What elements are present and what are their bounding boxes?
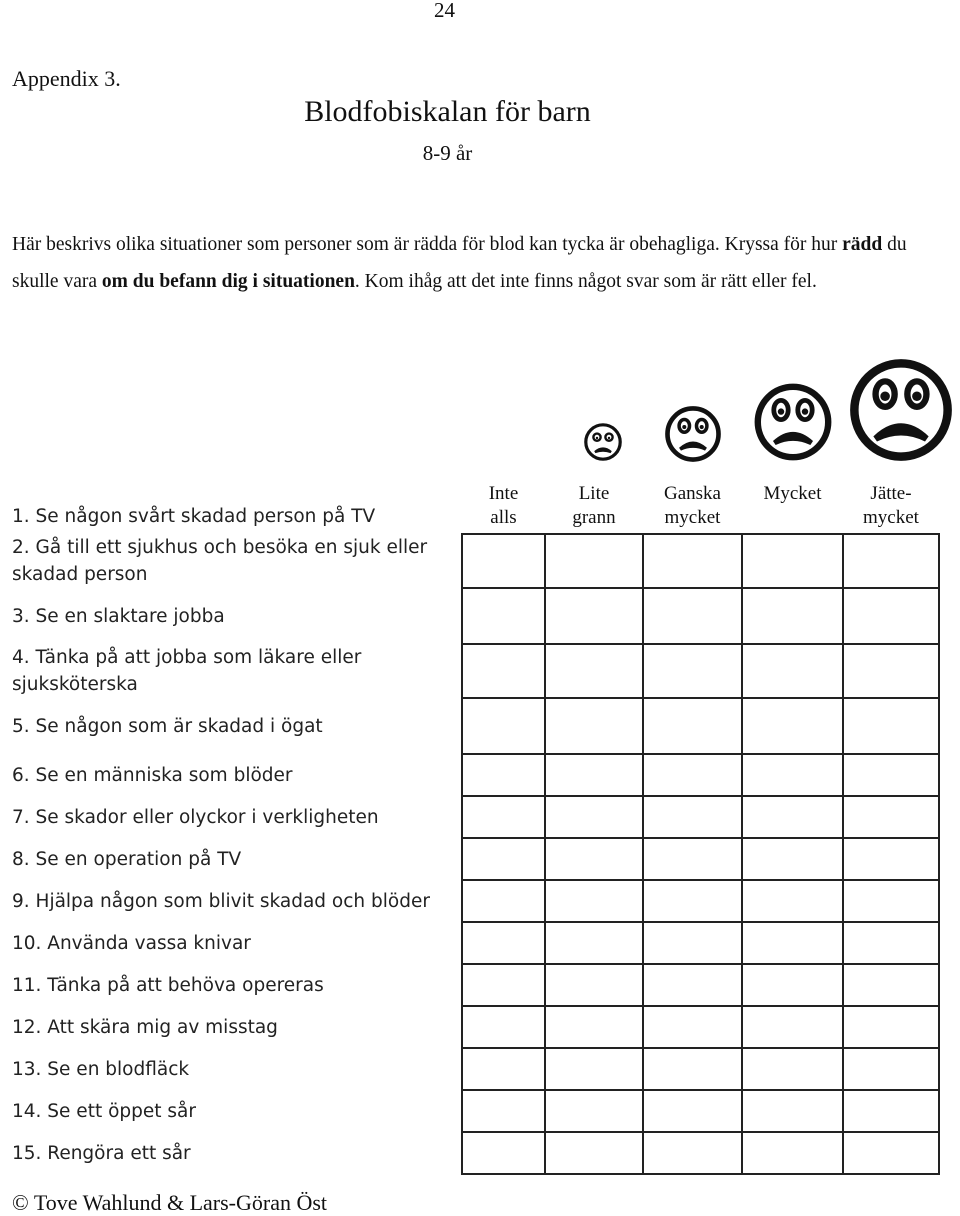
item-text: 5. Se någon som är skadad i ögat	[12, 715, 323, 737]
copyright-notice: © Tove Wahlund & Lars-Göran Öst	[12, 1190, 328, 1215]
intro-bold-1: rädd	[842, 234, 883, 255]
table-header-row	[0, 478, 939, 534]
rating-checkbox[interactable]	[843, 1132, 939, 1174]
rating-checkbox[interactable]	[742, 698, 843, 754]
scale-header-mycket: Mycket	[763, 483, 822, 504]
rating-checkbox[interactable]	[462, 644, 545, 698]
table-row	[0, 1090, 939, 1132]
fear-faces-row	[0, 355, 960, 465]
age-subtitle: 8-9 år	[422, 141, 473, 165]
rating-checkbox[interactable]	[742, 534, 843, 588]
rating-checkbox[interactable]	[843, 534, 939, 588]
rating-checkbox[interactable]	[545, 588, 643, 644]
rating-checkbox[interactable]	[742, 838, 843, 880]
rating-checkbox[interactable]	[643, 880, 742, 922]
rating-checkbox[interactable]	[843, 922, 939, 964]
rating-checkbox[interactable]	[643, 644, 742, 698]
rating-checkbox[interactable]	[545, 1006, 643, 1048]
item-text: 14. Se ett öppet sår	[12, 1100, 196, 1122]
item-text: 6. Se en människa som blöder	[12, 764, 293, 786]
rating-checkbox[interactable]	[742, 1090, 843, 1132]
rating-checkbox[interactable]	[545, 880, 643, 922]
rating-checkbox[interactable]	[843, 588, 939, 644]
page-number: 24	[434, 0, 455, 22]
table-row	[0, 838, 939, 880]
item-text: 3. Se en slaktare jobba	[12, 605, 225, 627]
appendix-label: Appendix 3.	[12, 66, 121, 91]
item-text: 13. Se en blodfläck	[12, 1058, 190, 1080]
rating-checkbox[interactable]	[545, 796, 643, 838]
table-row	[0, 588, 939, 644]
table-row	[0, 754, 939, 796]
table-row	[0, 880, 939, 922]
scale-header-ganska-mycket: Ganska mycket	[664, 483, 721, 528]
rating-checkbox[interactable]	[462, 754, 545, 796]
intro-text-3: . Kom ihåg att det inte finns något svar som är rätt eller fel.	[354, 271, 817, 292]
item-text: 12. Att skära mig av misstag	[12, 1016, 278, 1038]
rating-checkbox[interactable]	[545, 534, 643, 588]
rating-checkbox[interactable]	[545, 1048, 643, 1090]
rating-checkbox[interactable]	[545, 838, 643, 880]
item-text: 11. Tänka på att behöva opereras	[12, 974, 324, 996]
rating-checkbox[interactable]	[843, 1006, 939, 1048]
table-row	[0, 1006, 939, 1048]
rating-checkbox[interactable]	[462, 964, 545, 1006]
scale-header-jatte-mycket: Jätte- mycket	[863, 483, 919, 528]
table-row	[0, 964, 939, 1006]
rating-checkbox[interactable]	[643, 754, 742, 796]
rating-checkbox[interactable]	[545, 644, 643, 698]
rating-checkbox[interactable]	[643, 534, 742, 588]
rating-checkbox[interactable]	[742, 1132, 843, 1174]
instructions	[12, 226, 942, 300]
item-text: 10. Använda vassa knivar	[12, 932, 251, 954]
rating-checkbox[interactable]	[843, 1048, 939, 1090]
rating-checkbox[interactable]	[462, 1048, 545, 1090]
table-row	[0, 1048, 939, 1090]
page-title: Blodfobiskalan för barn	[304, 95, 591, 128]
rating-checkbox[interactable]	[545, 1132, 643, 1174]
rating-checkbox[interactable]	[545, 1090, 643, 1132]
rating-checkbox[interactable]	[843, 754, 939, 796]
rating-checkbox[interactable]	[643, 1048, 742, 1090]
rating-checkbox[interactable]	[643, 1090, 742, 1132]
rating-checkbox[interactable]	[643, 964, 742, 1006]
rating-checkbox[interactable]	[742, 754, 843, 796]
rating-checkbox[interactable]	[742, 922, 843, 964]
item-text: 7. Se skador eller olyckor i verkligheten	[12, 806, 379, 828]
item-text: 8. Se en operation på TV	[12, 848, 242, 870]
rating-checkbox[interactable]	[462, 922, 545, 964]
rating-checkbox[interactable]	[462, 1090, 545, 1132]
item-text: 4. Tänka på att jobba som läkare eller sjuksköterska	[12, 647, 362, 695]
rating-checkbox[interactable]	[742, 1006, 843, 1048]
rating-checkbox[interactable]	[843, 964, 939, 1006]
scale-header-lite-grann: Lite grann	[572, 483, 616, 528]
rating-checkbox[interactable]	[742, 644, 843, 698]
table-row	[0, 644, 939, 698]
rating-checkbox[interactable]	[462, 796, 545, 838]
worried-face-icon-medium	[664, 405, 722, 463]
intro-text-2: du skulle vara	[12, 234, 907, 292]
rating-checkbox[interactable]	[545, 698, 643, 754]
rating-checkbox[interactable]	[545, 922, 643, 964]
rating-checkbox[interactable]	[462, 534, 545, 588]
rating-checkbox[interactable]	[462, 698, 545, 754]
rating-checkbox[interactable]	[462, 838, 545, 880]
rating-checkbox[interactable]	[742, 796, 843, 838]
table-row	[0, 534, 939, 588]
rating-checkbox[interactable]	[643, 796, 742, 838]
rating-checkbox[interactable]	[742, 880, 843, 922]
rating-checkbox[interactable]	[742, 964, 843, 1006]
item-text: 15. Rengöra ett sår	[12, 1142, 191, 1164]
item-text: 9. Hjälpa någon som blivit skadad och blöder	[12, 890, 430, 912]
rating-checkbox[interactable]	[462, 1132, 545, 1174]
rating-checkbox[interactable]	[643, 588, 742, 644]
table-row	[0, 922, 939, 964]
rating-checkbox[interactable]	[843, 698, 939, 754]
rating-checkbox[interactable]	[843, 880, 939, 922]
table-row	[0, 796, 939, 838]
rating-checkbox[interactable]	[643, 1132, 742, 1174]
rating-checkbox[interactable]	[545, 964, 643, 1006]
worried-face-icon-small	[583, 422, 623, 462]
rating-checkbox[interactable]	[742, 588, 843, 644]
rating-checkbox[interactable]	[742, 1048, 843, 1090]
rating-checkbox[interactable]	[843, 1090, 939, 1132]
intro-text-1: Här beskrivs olika situationer som personer som är rädda för blod kan tycka är obehagliga. Kryssa för hur	[12, 234, 843, 255]
rating-checkbox[interactable]	[462, 1006, 545, 1048]
table-row	[0, 1132, 939, 1174]
worried-face-icon-xlarge	[848, 357, 954, 463]
rating-checkbox[interactable]	[843, 644, 939, 698]
item-text: 2. Gå till ett sjukhus och besöka en sjuk eller skadad person	[12, 537, 428, 585]
rating-checkbox[interactable]	[462, 880, 545, 922]
rating-checkbox[interactable]	[643, 1006, 742, 1048]
intro-bold-2: om du befann dig i situationen	[101, 271, 355, 292]
rating-checkbox[interactable]	[843, 796, 939, 838]
scale-header-inte-alls: Inte alls	[488, 483, 519, 528]
rating-checkbox[interactable]	[545, 754, 643, 796]
rating-checkbox[interactable]	[643, 922, 742, 964]
rating-checkbox[interactable]	[643, 838, 742, 880]
worried-face-icon-large	[753, 382, 833, 462]
fear-rating-table	[0, 478, 940, 1175]
rating-checkbox[interactable]	[462, 588, 545, 644]
rating-checkbox[interactable]	[843, 838, 939, 880]
table-row	[0, 698, 939, 754]
item-text: 1. Se någon svårt skadad person på TV	[12, 506, 376, 527]
rating-checkbox[interactable]	[643, 698, 742, 754]
